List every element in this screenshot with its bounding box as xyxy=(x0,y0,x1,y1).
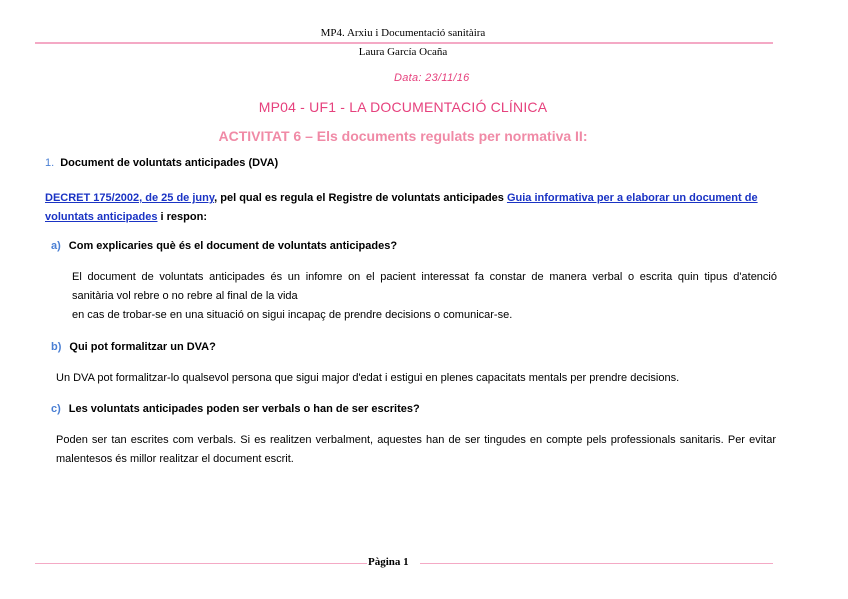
answer-a-line-2: sanitària vol rebre o no rebre al final de la vida xyxy=(72,290,298,302)
question-a-letter: a) xyxy=(51,240,61,252)
page-number: Pàgina 1 xyxy=(368,556,409,568)
footer-divider-right xyxy=(420,563,773,564)
footer-divider-left xyxy=(35,563,367,564)
date-label: Data: 23/11/16 xyxy=(394,72,470,84)
activity-title: ACTIVITAT 6 – Els documents regulats per normativa II: xyxy=(218,128,588,144)
question-b xyxy=(51,341,216,353)
question-b-text: Qui pot formalitzar un DVA? xyxy=(69,341,216,353)
answer-c-line-1: Poden ser tan escrites com verbals. Si es realitzen verbalment, aquestes han de ser tingudes en compte pels professionals sanitaris. Per evitar xyxy=(56,434,776,446)
question-c-letter: c) xyxy=(51,403,61,415)
answer-b xyxy=(56,369,776,388)
question-c-text: Les voluntats anticipades poden ser verbals o han de ser escrites? xyxy=(68,403,420,415)
section-title: Document de voluntats anticipades (DVA) xyxy=(60,157,279,169)
answer-a-line-3: en cas de trobar-se en una situació on sigui incapaç de prendre decisions o comunicar-se. xyxy=(72,309,513,321)
header-divider xyxy=(35,42,773,44)
question-c xyxy=(51,403,420,415)
decree-link[interactable]: DECRET 175/2002, de 25 de juny xyxy=(45,192,215,204)
header-course: MP4. Arxiu i Documentació sanitàira xyxy=(320,27,486,39)
answer-c-line-2: malentesos és millor realitzar el document escrit. xyxy=(56,453,294,465)
decree-tail: i respon: xyxy=(157,211,207,223)
question-a-text: Com explicaries què és el document de voluntats anticipades? xyxy=(68,240,398,252)
decree-text: , pel qual es regula el Registre de voluntats anticipades xyxy=(214,192,507,204)
header-author: Laura García Ocaña xyxy=(358,46,448,58)
answer-a xyxy=(72,268,777,325)
decree-paragraph xyxy=(45,189,775,227)
section-number: 1. xyxy=(45,157,55,169)
question-a xyxy=(51,240,397,252)
answer-a-line-1: El document de voluntats anticipades és un infomre on el pacient interessat fa constar de manera verbal o escrita quin tipus d'atenció xyxy=(72,271,777,283)
section-heading xyxy=(45,157,278,169)
answer-b-line-1: Un DVA pot formalitzar-lo qualsevol persona que sigui major d'edat i estigui en plenes capacitats mentals per prendre decisions. xyxy=(56,372,680,384)
answer-c xyxy=(56,431,776,469)
module-title: MP04 - UF1 - LA DOCUMENTACIÓ CLÍNICA xyxy=(258,99,548,115)
guide-link[interactable]: Guia informativa per a elaborar un document de voluntats anticipades xyxy=(45,192,758,223)
question-b-letter: b) xyxy=(51,341,62,353)
